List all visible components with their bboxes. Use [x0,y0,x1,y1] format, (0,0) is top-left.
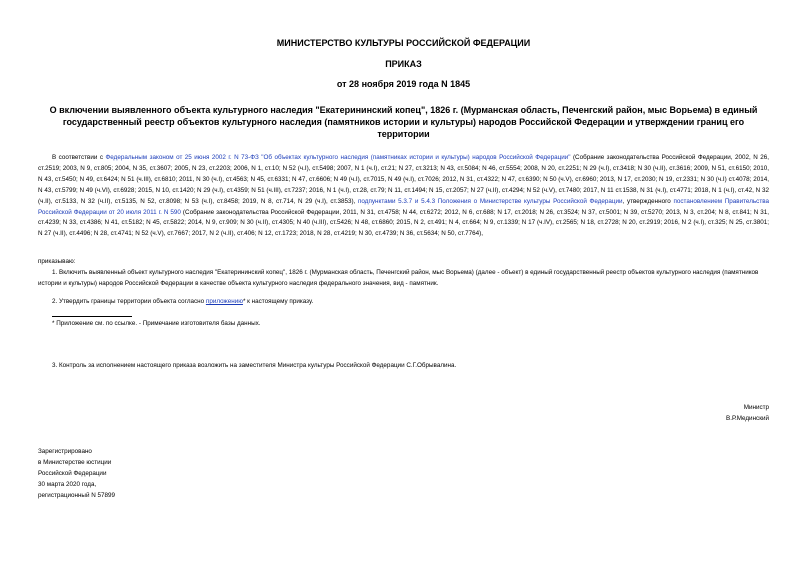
registration-line: Российской Федерации [38,469,107,477]
signer-position: Министр [743,404,769,411]
date-number-heading: от 28 ноября 2019 года N 1845 [336,79,471,89]
registration-block [38,447,115,502]
preamble-lead: В соответствии с [52,154,106,161]
ministry-heading: МИНИСТЕРСТВО КУЛЬТУРЫ РОССИЙСКОЙ ФЕДЕРАЦИИ [276,38,531,48]
order-item-3: 3. Контроль за исполнением настоящего приказа возложить на заместителя Министра культуры Российской Федерации С.Г.Обрывалина. [52,362,457,369]
regulation-citation-text: (Собрание законодательства Российской Федерации, 2011, N 31, ст.4758; N 44, ст.6272; 2012, N 6, ст.688; N 17, ст.2018; N 26, ст.3524; N 37, ст.5001; N 39, ст.5270; 2013, N 3, ст.204; N 8, ст.841; N 31, ст.4239; N 33, ст.4386; N 41, ст.5182; N 45, ст.5822; 2014, N 9, ст.909; N 30 (ч.II), ст.4305; N 40 (ч.III), ст.5426; N 48, ст.6860; 2015, N 2, ст.491; N 4, ст.664; N 9, ст.1339; N 17 (ч.IV), ст.2565; N 18, ст.2728; N 20, ст.2919; 2016, N 2 (ч.I), ст.325; N 25, ст.3801; N 27 (ч.II), ст.4496; N 28, ст.4741; N 52 (ч.V), ст.7667; 2017, N 2 (ч.II), ст.406; N 12, ст.1723; 2018, N 28, ст.4219; N 30, ст.4739; N 36, ст.5634; N 50, ст.7764), [38,208,770,238]
registration-line: Зарегистрировано [38,448,92,455]
government-decree-link[interactable]: постановлением Правительства Российской Федерации от 20 июля 2011 г. N 590 [38,197,769,216]
registration-line: в Министерстве юстиции [38,458,112,466]
footnote-divider [52,316,132,317]
signature-block [726,403,769,425]
registration-number: регистрационный N 57899 [38,491,116,499]
footnote-text: * Приложение см. по ссылке. - Примечание изготовителя базы данных. [52,320,261,327]
order-item-1: 1. Включить выявленный объект культурного наследия "Екатерининский копец", 1826 г. (Мурманская область, Печенгский район, мыс Ворьема) (далее - объект) в единый государственный реестр объектов культурного наследия (памятников истории и культуры) народов Российской Федерации в качестве объекта культурного наследия федерального значения, вид - памятник. [38,269,759,287]
appendix-link[interactable]: приложению [205,298,243,305]
signer-name: В.Р.Мединский [726,414,769,422]
order-item-2 [38,297,769,308]
order-subject-title: О включении выявленного объекта культурного наследия "Екатерининский копец", 1826 г. (Мурманская область, Печенгский район, мыс Ворьема) в единый государственный реестр объектов культурного наследия (памятников истории и культуры) народов Российской Федерации и утверждении границ его территории [49,105,758,139]
item-2-tail: * к настоящему приказу. [242,298,314,305]
regulation-link[interactable]: подпунктами 5.3.7 и 5.4.3 Положения о Министерстве культуры Российской Федерации [358,197,623,205]
registration-date: 30 марта 2020 года, [38,480,97,488]
law-citation-text: (Собрание законодательства Российской Федерации, 2002, N 26, ст.2519; 2003, N 9, ст.805; 2004, N 35, ст.3607; 2005, N 23, ст.2203; 2006, N 1, ст.10; N 52 (ч.I), ст.5498; 2007, N 1 (ч.I), ст.21; N 27, ст.3213; N 43, ст.5084; N 46, ст.5554; 2008, N 20, ст.2251; N 29 (ч.I), ст.3418; N 30 (ч.II), ст.3616; 2009, N 51, ст.6150; 2010, N 43, ст.5450; N 49, ст.6424; N 51 (ч.III), ст.6810; 2011, N 30 (ч.I), ст.4563; N 45, ст.6331; N 47, ст.6606; N 49 (ч.I), ст.7015, N 49 (ч.I), ст.7026; 2012, N 31, ст.4322; N 47, ст.6390; N 50 (ч.V), ст.6960; 2013, N 17, ст.2030; N 19, ст.2331; N 30 (ч.I) ст.4078; 2014, N 43, ст.5799; N 49 (ч.VI), ст.6928; 2015, N 10, ст.1420; N 29 (ч.I), ст.4359; N 51 (ч.III), ст.7237; 2016, N 1 (ч.I), ст.28, ст.79; N 11, ст.1494; N 15, ст.2057; N 27 (ч.II), ст.4294; N 52 (ч.V), ст.7480; 2017, N 11 ст.1538, N 31 (ч.I), ст.4771; 2018, N 1 (ч.I), ст.42, N 32 (ч.II), ст.5133, N 32 (ч.II), ст.5135, N 52, ст.8098; N 53 (ч.I), ст.8458; 2019, N 8, ст.714, N 29 (ч.I), ст.3853), [38,154,770,205]
order-word: приказываю: [38,258,76,265]
preamble-paragraph [38,153,769,240]
regulation-mid-text: , утвержденного [622,197,674,205]
federal-law-link[interactable]: Федеральным законом от 25 июня 2002 г. N 73-ФЗ "Об объектах культурного наследия (памятниках истории и культуры) народов Российской Федерации" [105,154,571,161]
doc-type-heading: ПРИКАЗ [385,59,422,69]
item-2-lead: 2. Утвердить границы территории объекта согласно [52,298,206,305]
